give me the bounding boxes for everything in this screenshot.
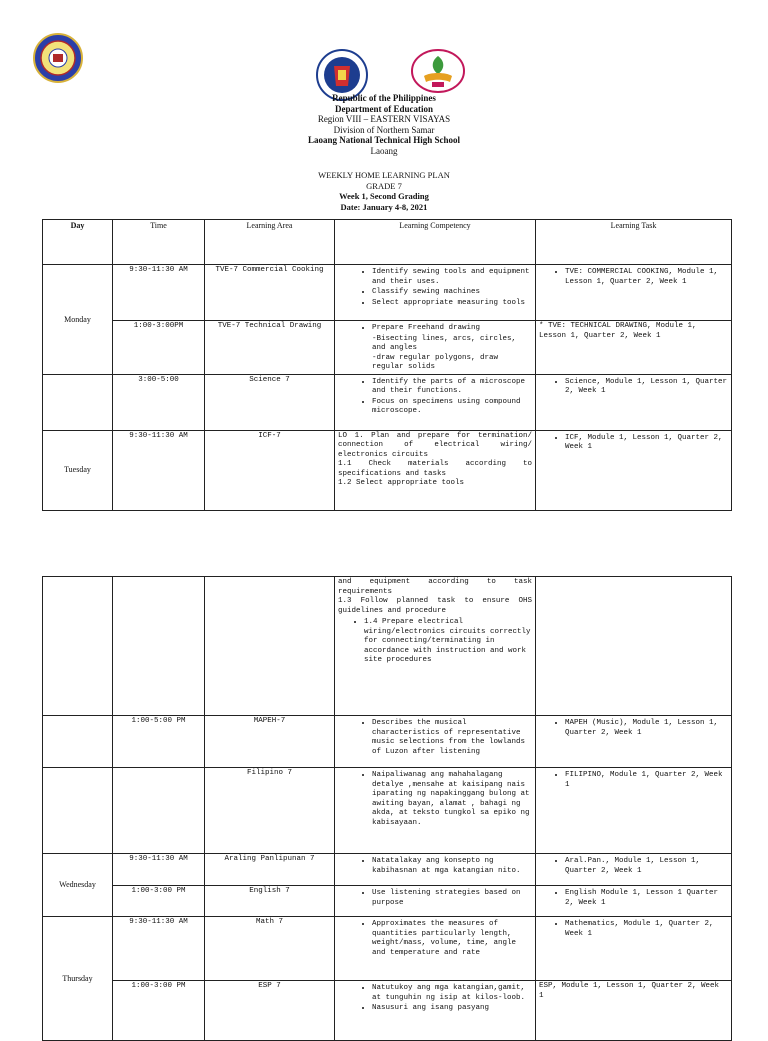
- day-cell: Tuesday: [43, 430, 113, 510]
- table-row: [43, 265, 732, 321]
- time-cell: [113, 577, 205, 716]
- list-item: • Prepare Freehand drawing: [372, 324, 532, 334]
- task-cell: [536, 430, 732, 510]
- task-cell: [536, 716, 732, 768]
- time-cell: 1:00-3:00PM: [113, 321, 205, 375]
- list-item: • Natutukoy ang mga katangian,gamit, at tunguhin ng isip at kilos-loob.: [372, 984, 532, 1003]
- area-cell: Filipino 7: [205, 768, 335, 854]
- area-cell: ESP 7: [205, 981, 335, 1041]
- competency-cell: [335, 981, 536, 1041]
- time-cell: 9:30-11:30 AM: [113, 917, 205, 981]
- area-cell: TVE-7 Technical Drawing: [205, 321, 335, 375]
- day-cell: Wednesday: [43, 854, 113, 917]
- plan-table-page1: [42, 219, 732, 511]
- task-cell: [536, 768, 732, 854]
- table-row: [43, 917, 732, 981]
- day-cell: [43, 374, 113, 430]
- area-cell: MAPEH-7: [205, 716, 335, 768]
- list-item: • TVE: COMMERCIAL COOKING, Module 1, Lesson 1, Quarter 2, Week 1: [565, 268, 728, 287]
- task-cell: ESP, Module 1, Lesson 1, Quarter 2, Week 1: [536, 981, 732, 1041]
- plan-week: Week 1, Second Grading: [339, 191, 429, 201]
- school-name: Laoang National Technical High School: [307, 135, 461, 145]
- day-cell: [43, 716, 113, 768]
- town-label: Laoang: [370, 145, 398, 156]
- table-row: [43, 321, 732, 375]
- task-cell: [536, 265, 732, 321]
- area-cell: [205, 577, 335, 716]
- table-row: [43, 981, 732, 1041]
- division-seal-logo: [33, 33, 83, 83]
- day-cell: Monday: [43, 265, 113, 375]
- competency-cell: [335, 374, 536, 430]
- competency-cell: [335, 430, 536, 510]
- list-item: • Nasusuri ang isang pasyang: [372, 1004, 532, 1014]
- plan-date: Date: January 4-8, 2021: [340, 201, 428, 212]
- task-cell: [536, 374, 732, 430]
- plan-title: WEEKLY HOME LEARNING PLAN: [318, 170, 450, 180]
- time-cell: 1:00-5:00 PM: [113, 716, 205, 768]
- task-cell: [536, 886, 732, 917]
- competency-line: -draw regular polygons, draw regular solids: [372, 353, 499, 371]
- task-cell: [536, 577, 732, 716]
- pitap-logo: [410, 48, 466, 94]
- list-item: • Aral.Pan., Module 1, Lesson 1, Quarter 2, Week 1: [565, 857, 728, 876]
- list-item: • Describes the musical characteristics of representative music selections from the lowlands of Luzon after listening: [372, 719, 532, 757]
- competency-cell: [335, 886, 536, 917]
- table-row: [43, 430, 732, 510]
- republic-label: Republic of the Philippines: [332, 93, 436, 103]
- division-label: Division of Northern Samar: [333, 124, 435, 135]
- list-item: • Approximates the measures of quantities particularly length, weight/mass, volume, time, angle and temperature and rate: [372, 920, 532, 958]
- list-item: • Natatalakay ang konsepto ng kabihasnan at mga katangian nito.: [372, 857, 532, 876]
- col-learning-competency: Learning Competency: [335, 220, 536, 265]
- list-item: • Identify the parts of a microscope and their functions.: [372, 378, 532, 397]
- list-item: • Use listening strategies based on purpose: [372, 889, 532, 908]
- competency-cell: [335, 716, 536, 768]
- table-row: [43, 886, 732, 917]
- competency-line: LO 1. Plan and prepare for termination/ connection of electrical wiring/ electronics circuits: [338, 431, 532, 459]
- task-cell: [536, 917, 732, 981]
- list-item: • MAPEH (Music), Module 1, Lesson 1, Quarter 2, Week 1: [565, 719, 728, 738]
- area-cell: English 7: [205, 886, 335, 917]
- list-item: • English Module 1, Lesson 1 Quarter 2, Week 1: [565, 889, 728, 908]
- list-item: • Focus on specimens using compound microscope.: [372, 398, 532, 417]
- list-item: • Select appropriate measuring tools: [372, 299, 532, 309]
- list-item: • FILIPINO, Module 1, Quarter 2, Week 1: [565, 771, 728, 790]
- time-cell: 3:00-5:00: [113, 374, 205, 430]
- competency-cell: [335, 768, 536, 854]
- plan-heading: [0, 170, 768, 212]
- table-row: [43, 577, 732, 716]
- table-row: [43, 768, 732, 854]
- table-row: [43, 716, 732, 768]
- list-item: • Mathematics, Module 1, Quarter 2, Week 1: [565, 920, 728, 939]
- area-cell: Math 7: [205, 917, 335, 981]
- plan-grade: GRADE 7: [366, 180, 402, 191]
- time-cell: 9:30-11:30 AM: [113, 430, 205, 510]
- competency-cell: [335, 265, 536, 321]
- competency-line: 1.2 Select appropriate tools: [338, 479, 465, 487]
- region-label: Region VIII – EASTERN VISAYAS: [317, 114, 451, 124]
- time-cell: [113, 768, 205, 854]
- area-cell: Araling Panlipunan 7: [205, 854, 335, 886]
- competency-line: -Bisecting lines, arcs, circles, and angles: [372, 334, 517, 352]
- area-cell: Science 7: [205, 374, 335, 430]
- list-item: • 1.4 Prepare electrical wiring/electronics circuits correctly for connecting/terminating in accordance with instruction and work site procedures: [364, 618, 532, 666]
- task-cell: * TVE: TECHNICAL DRAWING, Module 1, Lesson 1, Quarter 2, Week 1: [536, 321, 732, 375]
- col-learning-area: Learning Area: [205, 220, 335, 265]
- competency-cell: [335, 854, 536, 886]
- time-cell: 1:00-3:00 PM: [113, 981, 205, 1041]
- list-item: • ICF, Module 1, Lesson 1, Quarter 2, Week 1: [565, 434, 728, 453]
- table-header-row: [43, 220, 732, 265]
- day-cell: [43, 768, 113, 854]
- time-cell: 9:30-11:30 AM: [113, 854, 205, 886]
- table-row: [43, 374, 732, 430]
- col-day: Day: [43, 220, 113, 265]
- time-cell: 9:30-11:30 AM: [113, 265, 205, 321]
- day-cell: Thursday: [43, 917, 113, 1041]
- list-item: • Classify sewing machines: [372, 288, 532, 298]
- col-time: Time: [113, 220, 205, 265]
- competency-cell: [335, 917, 536, 981]
- area-cell: ICF-7: [205, 430, 335, 510]
- list-item: • Naipaliwanag ang mahahalagang detalye ,mensahe at kaisipang nais iparating ng napakinggang bulong at awiting bayan, alamat , bahagi ng akda, at teksto tungkol sa epiko ng kabisayaan.: [372, 771, 532, 828]
- task-cell: [536, 854, 732, 886]
- school-header: [0, 93, 768, 156]
- col-learning-task: Learning Task: [536, 220, 732, 265]
- department-label: Department of Education: [335, 103, 433, 114]
- competency-cell: [335, 321, 536, 375]
- competency-line: and equipment according to task requirements: [338, 578, 532, 596]
- plan-table-page2: [42, 576, 732, 1041]
- competency-line: 1.1 Check materials according to specifications and tasks: [338, 460, 532, 478]
- competency-cell: [335, 577, 536, 716]
- competency-line: 1.3 Follow planned task to ensure OHS guidelines and procedure: [338, 597, 532, 615]
- time-cell: 1:00-3:00 PM: [113, 886, 205, 917]
- list-item: • Science, Module 1, Lesson 1, Quarter 2, Week 1: [565, 378, 728, 397]
- area-cell: TVE-7 Commercial Cooking: [205, 265, 335, 321]
- table-row: [43, 854, 732, 886]
- list-item: • Identify sewing tools and equipment and their uses.: [372, 268, 532, 287]
- day-cell: [43, 577, 113, 716]
